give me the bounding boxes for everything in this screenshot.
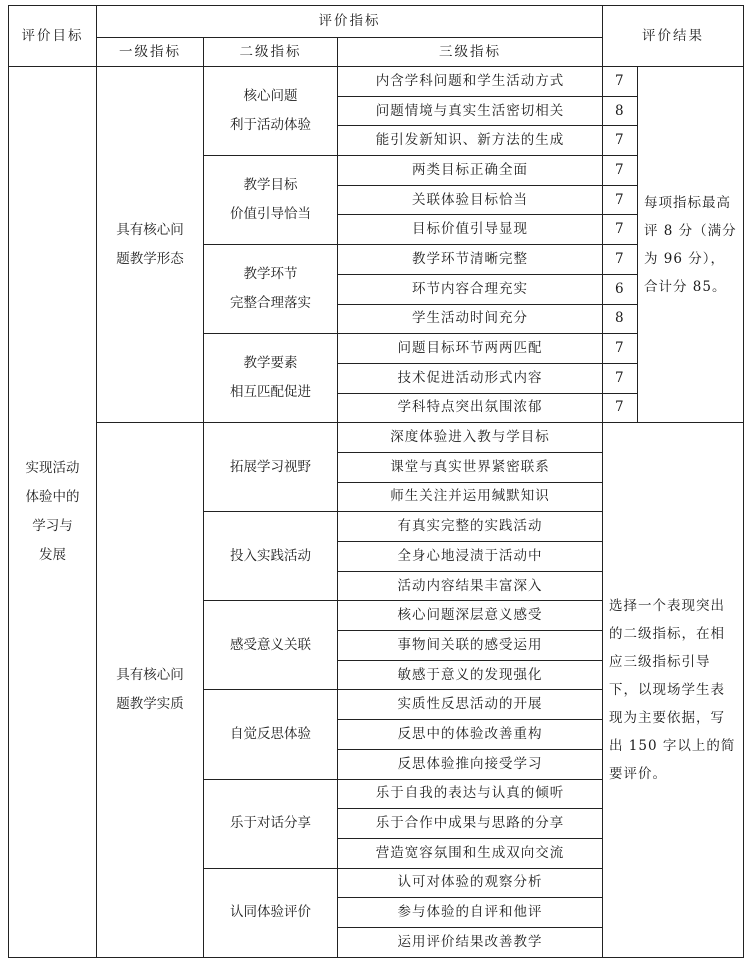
level3-indicator: 学科特点突出氛围浓郁 — [338, 393, 603, 423]
level3-indicator: 课堂与真实世界紧密联系 — [338, 452, 603, 482]
result-note: 每项指标最高评 8 分（满分为 96 分），合计分 85。 — [638, 67, 744, 423]
level3-indicator: 深度体验进入教与学目标 — [338, 423, 603, 453]
level2-indicator: 自觉反思体验 — [204, 690, 338, 779]
level2-indicator: 教学环节 完整合理落实 — [204, 245, 338, 334]
level3-indicator: 反思体验推向接受学习 — [338, 749, 603, 779]
header-level2: 二级指标 — [204, 38, 338, 67]
level3-indicator: 活动内容结果丰富深入 — [338, 571, 603, 601]
level1-indicator: 具有核心问 题教学实质 — [97, 423, 204, 957]
level2-indicator: 感受意义关联 — [204, 601, 338, 690]
level3-indicator: 技术促进活动形式内容 — [338, 363, 603, 393]
level3-indicator: 运用评价结果改善教学 — [338, 927, 603, 957]
score-cell: 8 — [603, 96, 638, 126]
level3-indicator: 两类目标正确全面 — [338, 156, 603, 186]
score-cell: 7 — [603, 215, 638, 245]
header-result: 评价结果 — [603, 6, 744, 67]
header-level1: 一级指标 — [97, 38, 204, 67]
result-note: 选择一个表现突出的二级指标，在相应三级指标引导下，以现场学生表现为主要依据，写出 150 字以上的简要评价。 — [603, 423, 744, 957]
level3-indicator: 环节内容合理充实 — [338, 274, 603, 304]
score-cell: 7 — [603, 156, 638, 186]
level3-indicator: 目标价值引导显现 — [338, 215, 603, 245]
level3-indicator: 内含学科问题和学生活动方式 — [338, 67, 603, 97]
level3-indicator: 问题情境与真实生活密切相关 — [338, 96, 603, 126]
score-cell: 7 — [603, 67, 638, 97]
score-cell: 7 — [603, 126, 638, 156]
level3-indicator: 有真实完整的实践活动 — [338, 512, 603, 542]
level2-indicator: 投入实践活动 — [204, 512, 338, 601]
level3-indicator: 事物间关联的感受运用 — [338, 631, 603, 661]
score-cell: 6 — [603, 274, 638, 304]
level2-indicator: 乐于对话分享 — [204, 779, 338, 868]
level3-indicator: 核心问题深层意义感受 — [338, 601, 603, 631]
level3-indicator: 问题目标环节两两匹配 — [338, 334, 603, 364]
score-cell: 7 — [603, 363, 638, 393]
level2-indicator: 拓展学习视野 — [204, 423, 338, 512]
level2-indicator: 核心问题 利于活动体验 — [204, 67, 338, 156]
level2-indicator: 教学要素 相互匹配促进 — [204, 334, 338, 423]
level3-indicator: 参与体验的自评和他评 — [338, 898, 603, 928]
table-row — [9, 423, 744, 453]
level3-indicator: 实质性反思活动的开展 — [338, 690, 603, 720]
level3-indicator: 营造宽容氛围和生成双向交流 — [338, 838, 603, 868]
level3-indicator: 全身心地浸渍于活动中 — [338, 542, 603, 572]
level3-indicator: 认可对体验的观察分析 — [338, 868, 603, 898]
score-cell: 7 — [603, 185, 638, 215]
level3-indicator: 乐于自我的表达与认真的倾听 — [338, 779, 603, 809]
header-target: 评价目标 — [9, 6, 97, 67]
score-cell: 7 — [603, 245, 638, 275]
level3-indicator: 学生活动时间充分 — [338, 304, 603, 334]
score-cell: 8 — [603, 304, 638, 334]
level3-indicator: 反思中的体验改善重构 — [338, 720, 603, 750]
score-cell: 7 — [603, 334, 638, 364]
level3-indicator: 教学环节清晰完整 — [338, 245, 603, 275]
evaluation-table — [8, 5, 744, 958]
level2-indicator: 认同体验评价 — [204, 868, 338, 957]
level2-indicator: 教学目标 价值引导恰当 — [204, 156, 338, 245]
level3-indicator: 能引发新知识、新方法的生成 — [338, 126, 603, 156]
level3-indicator: 关联体验目标恰当 — [338, 185, 603, 215]
header-level3: 三级指标 — [338, 38, 603, 67]
table-row — [9, 67, 744, 97]
header-indicators: 评价指标 — [97, 6, 603, 38]
level1-indicator: 具有核心问 题教学形态 — [97, 67, 204, 423]
level3-indicator: 师生关注并运用缄默知识 — [338, 482, 603, 512]
level3-indicator: 敏感于意义的发现强化 — [338, 660, 603, 690]
score-cell: 7 — [603, 393, 638, 423]
level3-indicator: 乐于合作中成果与思路的分享 — [338, 809, 603, 839]
evaluation-target: 实现活动 体验中的 学习与 发展 — [9, 67, 97, 958]
